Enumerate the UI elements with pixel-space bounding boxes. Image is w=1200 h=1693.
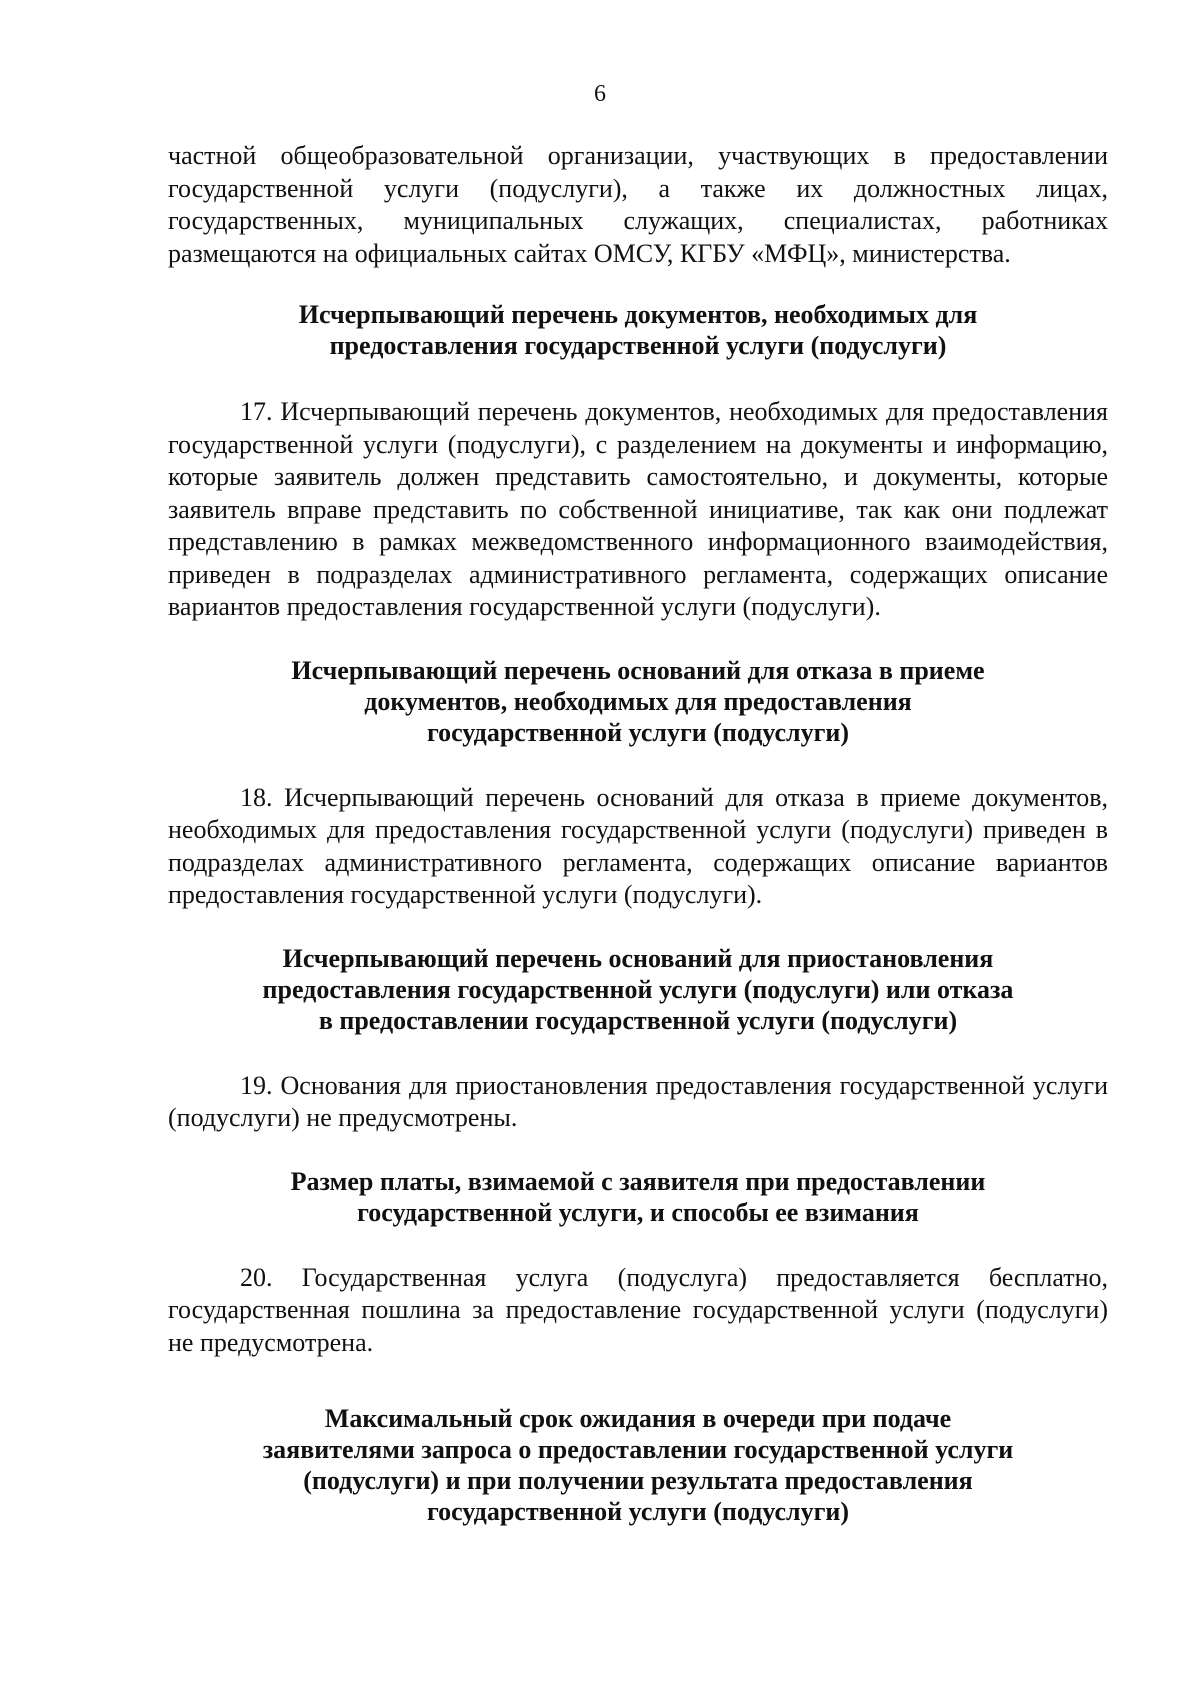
heading-line: Максимальный срок ожидания в очереди при подаче [324,1404,952,1433]
heading-line: Исчерпывающий перечень оснований для приостановления [282,943,994,973]
section-heading-refusal-reception [168,655,1108,748]
heading-line: в предоставлении государственной услуги (подуслуги) [318,1005,958,1035]
paragraph-20: 20. Государственная услуга (подуслуга) предоставляется бесплатно, государственная пошлина за предоставление государственной услуги (подуслуги) не предусмотрена. [168,1262,1108,1357]
heading-line: Исчерпывающий перечень оснований для отказа в приеме [291,655,985,685]
heading-line: предоставления государственной услуги (подуслуги) [329,331,947,360]
heading-line: заявителями запроса о предоставлении государственной услуги [262,1435,1014,1464]
section-heading-fee [168,1166,1108,1228]
heading-line: предоставления государственной услуги (подуслуги) или отказа [262,974,1014,1004]
page-number: 6 [594,81,606,107]
section-heading-queue [168,1403,1108,1527]
heading-line: Размер платы, взимаемой с заявителя при предоставлении [290,1166,986,1196]
section-heading-suspension [168,943,1108,1036]
paragraph-19: 19. Основания для приостановления предоставления государственной услуги (подуслуги) не предусмотрены. [168,1070,1108,1132]
paragraph-continuation: частной общеобразовательной организации, участвующих в предоставлении государственной услуги (подуслуги), а также их должностных лицах, государственных, муниципальных служащих, специалистах, работниках размещаются на официальных сайтах ОМСУ, КГБУ «МФЦ», министерства. [168,141,1108,268]
paragraph-17: 17. Исчерпывающий перечень документов, необходимых для предоставления государственной услуги (подуслуги), с разделением на документы и информацию, которые заявитель должен представить самостоятельно, и документы, которые заявитель вправе представить по собственной инициативе, так как они подлежат представлению в рамках межведомственного информационного взаимодействия, приведен в подразделах административного регламента, содержащих описание вариантов предоставления государственной услуги (подуслуги). [168,397,1108,621]
paragraph-18: 18. Исчерпывающий перечень оснований для отказа в приеме документов, необходимых для предоставления государственной услуги (подуслуги) приведен в подразделах административного регламента, содержащих описание вариантов предоставления государственной услуги (подуслуги). [168,782,1108,909]
heading-line: государственной услуги (подуслуги) [426,1497,850,1526]
heading-line: Исчерпывающий перечень документов, необходимых для [298,300,978,329]
heading-line: государственной услуги, и способы ее взимания [357,1197,919,1227]
heading-line: документов, необходимых для предоставления [364,686,912,716]
heading-line: (подуслуги) и при получении результата предоставления [303,1466,973,1495]
document-body [168,140,1108,1527]
heading-line: государственной услуги (подуслуги) [426,717,850,747]
section-heading-documents [168,299,1108,361]
